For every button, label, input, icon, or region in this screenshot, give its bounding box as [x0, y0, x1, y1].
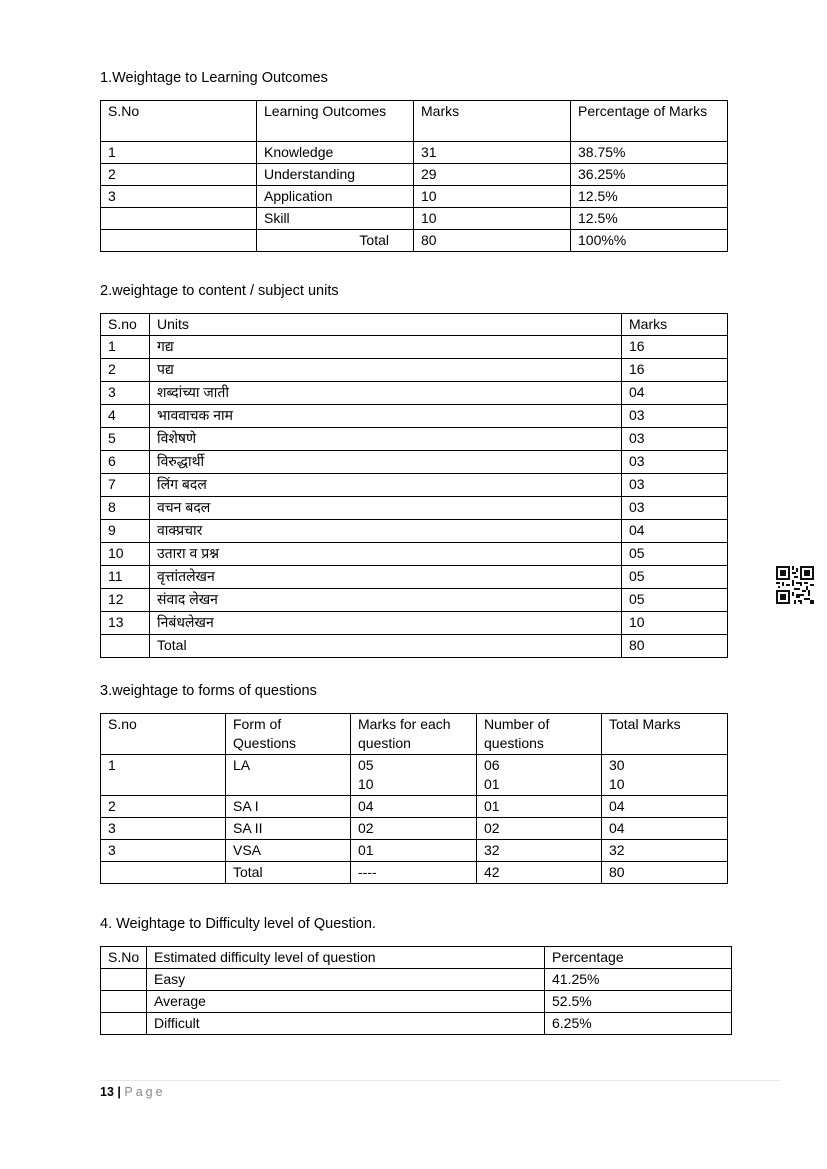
header-cell: Number of questions	[477, 714, 602, 755]
table-cell: 3	[101, 382, 150, 405]
table-cell: 12	[101, 589, 150, 612]
header-cell: Estimated difficulty level of question	[147, 947, 545, 969]
table-cell: 04	[602, 818, 728, 840]
difficulty-level-table	[100, 946, 732, 1035]
table-cell: 2	[101, 796, 226, 818]
table-cell	[101, 991, 147, 1013]
table-cell: SA I	[226, 796, 351, 818]
page-number: 13	[100, 1085, 114, 1099]
table-cell: निबंधलेखन	[150, 612, 622, 635]
table-row	[101, 474, 728, 497]
header-row	[101, 947, 732, 969]
table-cell: 16	[622, 359, 728, 382]
content-units-table	[100, 313, 728, 658]
table-cell: उतारा व प्रश्न	[150, 543, 622, 566]
table-cell: 3	[101, 840, 226, 862]
table-cell: 5	[101, 428, 150, 451]
table-cell: 7	[101, 474, 150, 497]
table-row	[101, 818, 728, 840]
table-cell: वाक्प्रचार	[150, 520, 622, 543]
table-cell: 04	[602, 796, 728, 818]
table-cell: 10	[414, 208, 571, 230]
header-cell: S.no	[101, 314, 150, 336]
table-cell: 2	[101, 359, 150, 382]
table-cell: ----	[351, 862, 477, 884]
table-cell: गद्य	[150, 336, 622, 359]
question-forms-table	[100, 713, 728, 884]
table-cell: 11	[101, 566, 150, 589]
table-cell	[101, 969, 147, 991]
table-cell: विरुद्धार्थी	[150, 451, 622, 474]
table-row	[101, 382, 728, 405]
table-cell: 80	[414, 230, 571, 252]
header-cell: S.no	[101, 714, 226, 755]
table-cell: 05 10	[351, 755, 477, 796]
table-cell: Knowledge	[257, 142, 414, 164]
table-cell: वचन बदल	[150, 497, 622, 520]
table-cell	[101, 230, 257, 252]
table-row	[101, 164, 728, 186]
table-cell: 1	[101, 336, 150, 359]
table-cell: 03	[622, 428, 728, 451]
table-cell: 01	[351, 840, 477, 862]
table-row	[101, 208, 728, 230]
table-row	[101, 991, 732, 1013]
table-cell: 10	[622, 612, 728, 635]
header-cell: Total Marks	[602, 714, 728, 755]
table-row	[101, 497, 728, 520]
table-cell: वृत्तांतलेखन	[150, 566, 622, 589]
table-cell: 06 01	[477, 755, 602, 796]
table-cell: 4	[101, 405, 150, 428]
table-cell	[101, 862, 226, 884]
header-cell: Percentage of Marks	[571, 101, 728, 142]
table-cell: 10	[414, 186, 571, 208]
table-cell: शब्दांच्या जाती	[150, 382, 622, 405]
table-row	[101, 543, 728, 566]
table-cell: 30 10	[602, 755, 728, 796]
table-cell: 04	[622, 382, 728, 405]
table-cell: 6	[101, 451, 150, 474]
page-label: Page	[124, 1085, 166, 1099]
table-cell: 12.5%	[571, 186, 728, 208]
table-cell: 03	[622, 474, 728, 497]
table-cell: 02	[477, 818, 602, 840]
table-cell: 2	[101, 164, 257, 186]
header-cell: Units	[150, 314, 622, 336]
table-cell: 41.25%	[545, 969, 732, 991]
section4-heading: 4. Weightage to Difficulty level of Question.	[100, 916, 376, 932]
table-cell: 13	[101, 612, 150, 635]
learning-outcomes-table	[100, 100, 728, 252]
qr-code-icon	[776, 566, 814, 604]
table-cell: 05	[622, 589, 728, 612]
table-cell: 32	[602, 840, 728, 862]
table-cell: 80	[622, 635, 728, 658]
table-cell: Difficult	[147, 1013, 545, 1035]
table-cell: Skill	[257, 208, 414, 230]
table-cell: विशेषणे	[150, 428, 622, 451]
table-cell: 6.25%	[545, 1013, 732, 1035]
section1-heading: 1.Weightage to Learning Outcomes	[100, 70, 328, 86]
table-cell: 04	[622, 520, 728, 543]
table-cell	[101, 208, 257, 230]
table-cell: 05	[622, 543, 728, 566]
table-cell: 1	[101, 755, 226, 796]
header-row	[101, 101, 728, 142]
table-row	[101, 796, 728, 818]
table-cell: पद्य	[150, 359, 622, 382]
table-cell: Average	[147, 991, 545, 1013]
table-cell: SA II	[226, 818, 351, 840]
header-cell: Form of Questions	[226, 714, 351, 755]
table-row	[101, 142, 728, 164]
table-cell: 42	[477, 862, 602, 884]
table-cell: LA	[226, 755, 351, 796]
table-row	[101, 612, 728, 635]
section2-heading: 2.weightage to content / subject units	[100, 283, 339, 299]
table-cell: 38.75%	[571, 142, 728, 164]
table-cell: 12.5%	[571, 208, 728, 230]
header-cell: Learning Outcomes	[257, 101, 414, 142]
footer-separator: |	[117, 1085, 121, 1099]
table-cell: 80	[602, 862, 728, 884]
table-row	[101, 862, 728, 884]
table-cell: 3	[101, 818, 226, 840]
table-cell: Easy	[147, 969, 545, 991]
header-cell: Percentage	[545, 947, 732, 969]
table-cell: Total	[150, 635, 622, 658]
header-row	[101, 714, 728, 755]
table-cell: 52.5%	[545, 991, 732, 1013]
table-cell: VSA	[226, 840, 351, 862]
table-row	[101, 405, 728, 428]
table-row	[101, 589, 728, 612]
table-cell: 1	[101, 142, 257, 164]
table-row	[101, 428, 728, 451]
table-cell: 29	[414, 164, 571, 186]
table-cell: 10	[101, 543, 150, 566]
table-row	[101, 566, 728, 589]
table-cell: 36.25%	[571, 164, 728, 186]
table-cell: 01	[477, 796, 602, 818]
table-cell: 03	[622, 451, 728, 474]
table-cell: भाववाचक नाम	[150, 405, 622, 428]
header-cell: Marks	[414, 101, 571, 142]
table-cell: 3	[101, 186, 257, 208]
table-cell: 04	[351, 796, 477, 818]
header-cell: Marks for each question	[351, 714, 477, 755]
table-row	[101, 840, 728, 862]
table-row	[101, 520, 728, 543]
table-cell: Application	[257, 186, 414, 208]
table-cell: 9	[101, 520, 150, 543]
table-cell: 16	[622, 336, 728, 359]
table-row	[101, 186, 728, 208]
table-row	[101, 755, 728, 796]
table-cell: 03	[622, 497, 728, 520]
table-cell: लिंग बदल	[150, 474, 622, 497]
table-cell: संवाद लेखन	[150, 589, 622, 612]
table-cell: 32	[477, 840, 602, 862]
table-row	[101, 359, 728, 382]
table-cell	[101, 635, 150, 658]
table-cell: 02	[351, 818, 477, 840]
table-row	[101, 969, 732, 991]
table-row	[101, 336, 728, 359]
table-cell: Total	[226, 862, 351, 884]
table-row	[101, 451, 728, 474]
table-row	[101, 1013, 732, 1035]
table-cell	[101, 1013, 147, 1035]
table-cell: 03	[622, 405, 728, 428]
table-cell: 100%%	[571, 230, 728, 252]
table-cell: 8	[101, 497, 150, 520]
header-cell: Marks	[622, 314, 728, 336]
page-footer	[100, 1085, 166, 1099]
header-row	[101, 314, 728, 336]
footer-divider	[100, 1080, 780, 1081]
header-cell: S.No	[101, 101, 257, 142]
table-row	[101, 230, 728, 252]
section3-heading: 3.weightage to forms of questions	[100, 683, 317, 699]
header-cell: S.No	[101, 947, 147, 969]
table-cell: 05	[622, 566, 728, 589]
table-cell: Total	[257, 230, 414, 252]
table-row	[101, 635, 728, 658]
table-cell: 31	[414, 142, 571, 164]
table-cell: Understanding	[257, 164, 414, 186]
